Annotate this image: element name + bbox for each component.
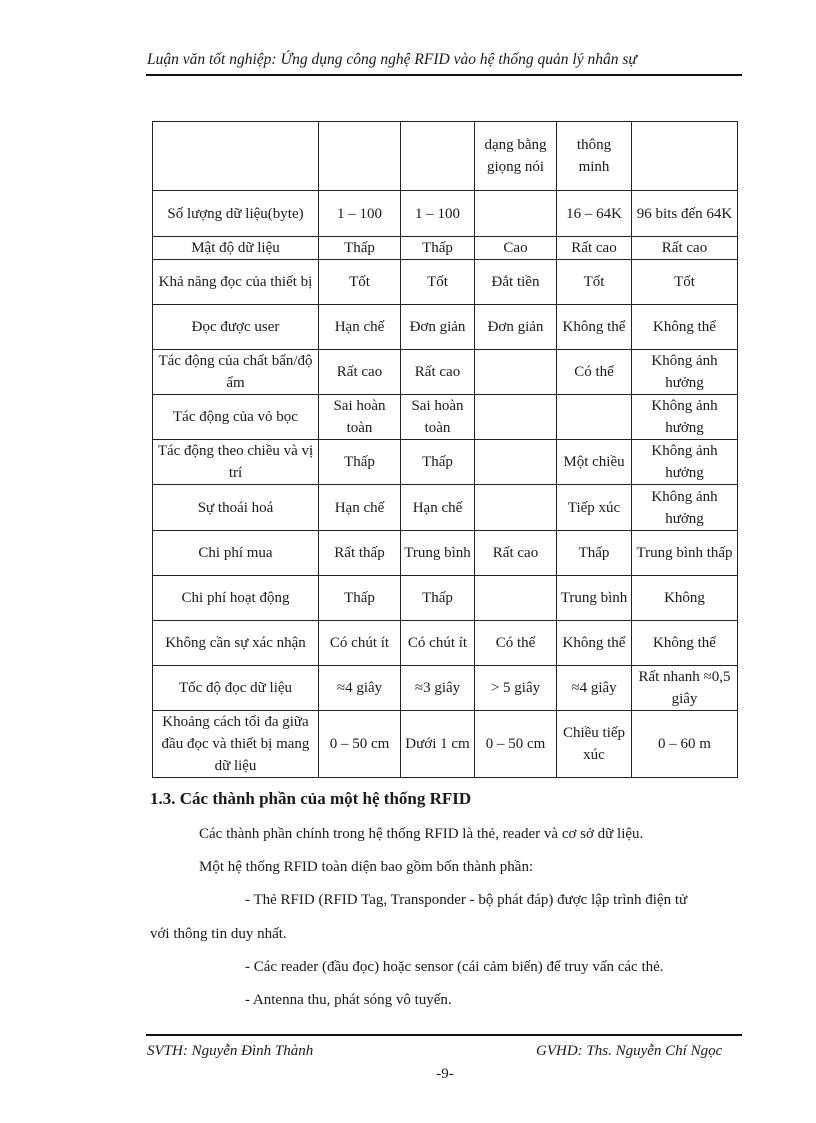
table-cell: Trung bình	[401, 531, 475, 576]
row-label-cell: Sự thoái hoá	[153, 485, 319, 531]
table-cell: Thấp	[401, 576, 475, 621]
table-cell: Đắt tiền	[475, 260, 557, 305]
table-cell: Rất nhanh ≈0,5 giây	[632, 666, 738, 711]
table-cell: Thấp	[319, 576, 401, 621]
table-cell: Tốt	[319, 260, 401, 305]
table-cell: Chiều tiếp xúc	[557, 711, 632, 778]
page-number: -9-	[436, 1066, 454, 1082]
row-label-cell: Chi phí mua	[153, 531, 319, 576]
table-row	[153, 260, 738, 305]
table-cell: Dưới 1 cm	[401, 711, 475, 778]
table-cell: Thấp	[557, 531, 632, 576]
table-cell: Rất cao	[632, 237, 738, 260]
table-row	[153, 711, 738, 778]
table-cell	[475, 395, 557, 440]
table-cell: Tốt	[557, 260, 632, 305]
comparison-table	[152, 121, 738, 778]
table-cell: Trung bình thấp	[632, 531, 738, 576]
table-cell: Đơn giản	[401, 305, 475, 350]
table-cell: Có chút ít	[319, 621, 401, 666]
table-cell: Không ảnh hưởng	[632, 350, 738, 395]
table-cell: Rất cao	[475, 531, 557, 576]
table-cell: 0 – 50 cm	[319, 711, 401, 778]
table-row	[153, 237, 738, 260]
table-cell: Một chiều	[557, 440, 632, 485]
table-cell: 1 – 100	[319, 191, 401, 237]
table-cell	[475, 350, 557, 395]
table-cell: Có chút ít	[401, 621, 475, 666]
table-cell	[475, 485, 557, 531]
table-cell: Không thể	[557, 305, 632, 350]
table-cell: thông minh	[557, 122, 632, 191]
row-label-cell: Số lượng dữ liệu(byte)	[153, 191, 319, 237]
table-cell: Hạn chế	[319, 305, 401, 350]
table-cell: dạng bằng giọng nói	[475, 122, 557, 191]
table-cell: ≈3 giây	[401, 666, 475, 711]
section-heading: 1.3. Các thành phần của một hệ thống RFID	[150, 789, 472, 808]
table-cell: Rất cao	[401, 350, 475, 395]
table-cell	[401, 122, 475, 191]
paragraph: Các thành phần chính trong hệ thống RFID là thẻ, reader và cơ sở dữ liệu.	[199, 826, 644, 842]
row-label-cell: Đọc được user	[153, 305, 319, 350]
table-cell	[319, 122, 401, 191]
row-label-cell: Khả năng đọc của thiết bị	[153, 260, 319, 305]
table-row	[153, 395, 738, 440]
table-row	[153, 621, 738, 666]
list-item: - Các reader (đầu đọc) hoặc sensor (cái cảm biến) để truy vấn các thẻ.	[245, 959, 664, 975]
list-item-continuation: với thông tin duy nhất.	[150, 926, 287, 942]
header-rule	[146, 74, 742, 76]
table-cell: Sai hoàn toàn	[319, 395, 401, 440]
table-row	[153, 485, 738, 531]
table-row	[153, 191, 738, 237]
table-cell: Không	[632, 576, 738, 621]
table-cell: Thấp	[401, 440, 475, 485]
table-cell: Tốt	[401, 260, 475, 305]
table-cell: Thấp	[319, 237, 401, 260]
table-row	[153, 440, 738, 485]
table-cell: Không thể	[632, 305, 738, 350]
list-item: - Antenna thu, phát sóng vô tuyến.	[245, 992, 452, 1008]
table-cell: Rất cao	[557, 237, 632, 260]
table-cell: Thấp	[319, 440, 401, 485]
table-cell: Không thể	[557, 621, 632, 666]
row-label-cell: Chi phí hoạt động	[153, 576, 319, 621]
table-row	[153, 576, 738, 621]
table-cell: Có thể	[557, 350, 632, 395]
table-cell: Tốt	[632, 260, 738, 305]
row-label-cell: Tốc độ đọc dữ liệu	[153, 666, 319, 711]
table-cell: Trung bình	[557, 576, 632, 621]
table-cell: ≈4 giây	[557, 666, 632, 711]
table-cell: Rất cao	[319, 350, 401, 395]
table-cell: Không ảnh hưởng	[632, 485, 738, 531]
list-item: - Thẻ RFID (RFID Tag, Transponder - bộ phát đáp) được lập trình điện tử	[245, 892, 688, 908]
row-label-cell: Tác động theo chiều và vị trí	[153, 440, 319, 485]
table-cell: 0 – 60 m	[632, 711, 738, 778]
table-cell: Không thể	[632, 621, 738, 666]
row-label-cell: Khoảng cách tối đa giữa đầu đọc và thiết bị mang dữ liệu	[153, 711, 319, 778]
table-cell: 16 – 64K	[557, 191, 632, 237]
table-cell: Hạn chế	[401, 485, 475, 531]
table-row	[153, 305, 738, 350]
table-cell: Sai hoàn toàn	[401, 395, 475, 440]
table-row	[153, 350, 738, 395]
table-cell: Cao	[475, 237, 557, 260]
table-cell: ≈4 giây	[319, 666, 401, 711]
footer-advisor: GVHD: Ths. Nguyễn Chí Ngọc	[536, 1043, 723, 1059]
table-row	[153, 122, 738, 191]
row-label-cell	[153, 122, 319, 191]
paragraph: Một hệ thống RFID toàn diện bao gồm bốn thành phần:	[199, 859, 534, 875]
table-row	[153, 531, 738, 576]
running-header: Luận văn tốt nghiệp: Ứng dụng công nghệ RFID vào hệ thống quản lý nhân sự	[147, 51, 637, 68]
table-cell: Hạn chế	[319, 485, 401, 531]
footer-student: SVTH: Nguyễn Đình Thành	[147, 1043, 314, 1059]
table-cell: Có thể	[475, 621, 557, 666]
table-cell: 96 bits đến 64K	[632, 191, 738, 237]
row-label-cell: Tác động của vỏ bọc	[153, 395, 319, 440]
row-label-cell: Không cần sự xác nhận	[153, 621, 319, 666]
table-row	[153, 666, 738, 711]
footer-rule	[146, 1034, 742, 1036]
table-cell: Tiếp xúc	[557, 485, 632, 531]
table-cell: Đơn giản	[475, 305, 557, 350]
table-cell: > 5 giây	[475, 666, 557, 711]
table-cell: Không ảnh hưởng	[632, 440, 738, 485]
table-cell: 0 – 50 cm	[475, 711, 557, 778]
table-cell	[557, 395, 632, 440]
table-cell	[475, 191, 557, 237]
table-cell	[475, 576, 557, 621]
table-cell	[475, 440, 557, 485]
table-cell: Rất thấp	[319, 531, 401, 576]
table-cell: Không ảnh hưởng	[632, 395, 738, 440]
table-cell	[632, 122, 738, 191]
table-cell: Thấp	[401, 237, 475, 260]
row-label-cell: Mật độ dữ liệu	[153, 237, 319, 260]
table-cell: 1 – 100	[401, 191, 475, 237]
row-label-cell: Tác động của chất bẩn/độ ẩm	[153, 350, 319, 395]
